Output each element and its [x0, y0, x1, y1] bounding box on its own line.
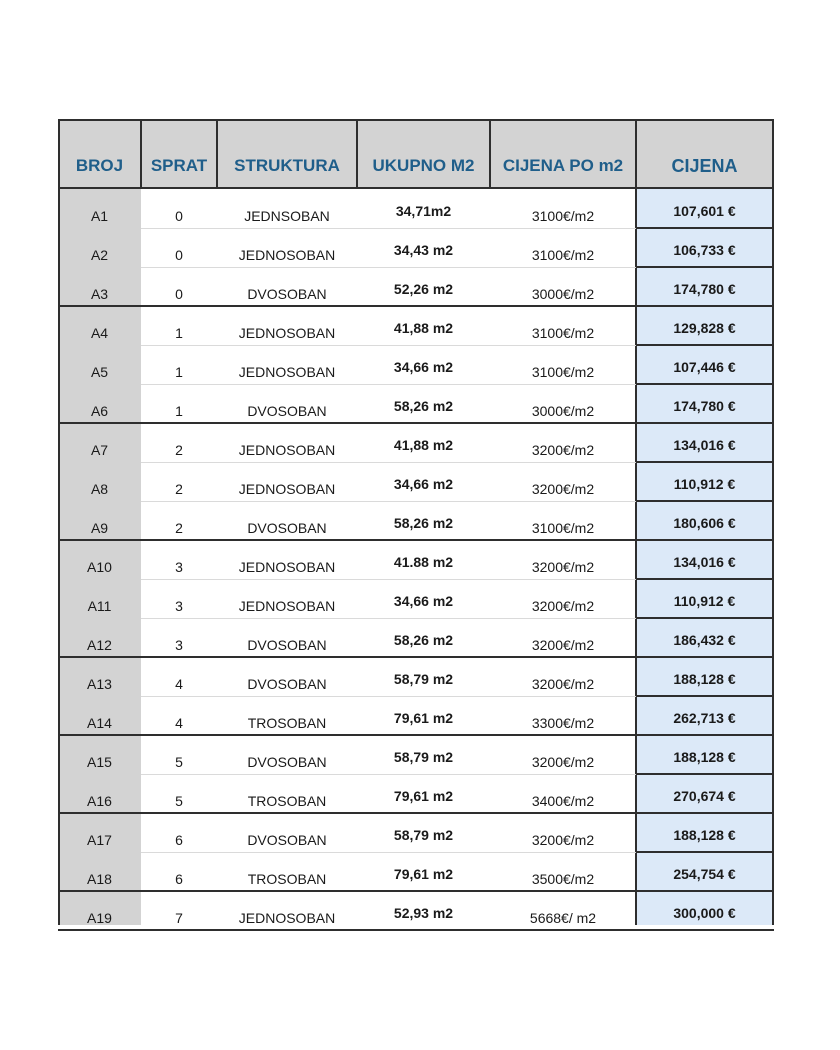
cell-ukupno-m2: 79,61 m2	[393, 710, 454, 726]
cell-cijena-po-m2: 3300€/m2	[531, 715, 595, 731]
header-divider-5	[489, 119, 491, 189]
cell-struktura: JEDNOSOBAN	[238, 325, 336, 341]
cell-ukupno-m2: 34,71m2	[395, 203, 452, 219]
cell-broj: A13	[87, 676, 112, 692]
cell-cijena: 254,754 €	[673, 866, 736, 882]
cell-broj: A2	[90, 247, 109, 263]
header-cijena: CIJENA	[671, 156, 738, 176]
cell-cijena: 107,601 €	[673, 203, 736, 219]
cell-cijena: 107,446 €	[673, 359, 736, 375]
cell-cijena-po-m2: 3200€/m2	[531, 559, 595, 575]
cell-struktura: JEDNOSOBAN	[238, 442, 336, 458]
cell-cijena: 188,128 €	[673, 749, 736, 765]
cell-sprat: 1	[175, 325, 183, 341]
cell-cijena: 110,912 €	[673, 593, 736, 609]
cell-sprat: 0	[175, 247, 183, 263]
cell-sprat: 2	[175, 481, 183, 497]
table-row	[58, 618, 774, 657]
table-row	[58, 891, 774, 930]
cell-ukupno-m2: 58,26 m2	[393, 398, 454, 414]
header-struktura: STRUKTURA	[234, 156, 340, 175]
cell-cijena-po-m2: 3200€/m2	[531, 442, 595, 458]
table-row	[58, 735, 774, 774]
cell-cijena: 262,713 €	[673, 710, 736, 726]
cell-sprat: 3	[175, 559, 183, 575]
cell-broj: A8	[90, 481, 109, 497]
cell-struktura: JEDNOSOBAN	[238, 910, 336, 926]
cell-cijena-po-m2: 3100€/m2	[531, 247, 595, 263]
table-header-row	[58, 119, 774, 189]
cell-ukupno-m2: 79,61 m2	[393, 866, 454, 882]
cell-sprat: 2	[175, 520, 183, 536]
cell-sprat: 4	[175, 676, 183, 692]
cell-struktura: JEDNSOBAN	[244, 208, 330, 224]
table-row	[58, 540, 774, 579]
table-row	[58, 813, 774, 852]
table-row	[58, 657, 774, 696]
cell-ukupno-m2: 58,79 m2	[393, 827, 454, 843]
cell-cijena-po-m2: 3100€/m2	[531, 520, 595, 536]
cell-cijena-po-m2: 3100€/m2	[531, 364, 595, 380]
cell-cijena: 106,733 €	[673, 242, 736, 258]
cell-cijena-po-m2: 5668€/ m2	[529, 910, 597, 926]
cell-broj: A19	[87, 910, 112, 926]
cell-cijena-po-m2: 3200€/m2	[531, 754, 595, 770]
cell-broj: A16	[87, 793, 112, 809]
cell-struktura: TROSOBAN	[247, 793, 327, 809]
header-cijena-po-m2: CIJENA PO m2	[502, 156, 624, 175]
table-body	[58, 189, 774, 930]
apartment-price-table	[58, 119, 774, 925]
table-row	[58, 501, 774, 540]
cell-sprat: 7	[175, 910, 183, 926]
table-row	[58, 423, 774, 462]
cell-sprat: 2	[175, 442, 183, 458]
cell-ukupno-m2: 79,61 m2	[393, 788, 454, 804]
cell-cijena-po-m2: 3200€/m2	[531, 481, 595, 497]
cell-sprat: 3	[175, 637, 183, 653]
table-row	[58, 384, 774, 423]
cell-struktura: DVOSOBAN	[247, 637, 327, 653]
table-row	[58, 267, 774, 306]
cell-cijena-po-m2: 3400€/m2	[531, 793, 595, 809]
table-top-border	[58, 119, 774, 121]
header-sprat: SPRAT	[150, 156, 208, 175]
cell-ukupno-m2: 41,88 m2	[393, 437, 454, 453]
table-row	[58, 306, 774, 345]
floor-group-divider	[58, 929, 774, 931]
cell-cijena-po-m2: 3100€/m2	[531, 208, 595, 224]
cell-sprat: 1	[175, 403, 183, 419]
cell-struktura: JEDNOSOBAN	[238, 598, 336, 614]
cell-cijena-po-m2: 3500€/m2	[531, 871, 595, 887]
cell-sprat: 5	[175, 754, 183, 770]
cell-struktura: JEDNOSOBAN	[238, 481, 336, 497]
cell-ukupno-m2: 34,43 m2	[393, 242, 454, 258]
cell-sprat: 0	[175, 286, 183, 302]
cell-ukupno-m2: 41.88 m2	[393, 554, 454, 570]
cell-sprat: 1	[175, 364, 183, 380]
cell-struktura: JEDNOSOBAN	[238, 364, 336, 380]
cell-cijena: 174,780 €	[673, 281, 736, 297]
table-row	[58, 189, 774, 228]
cell-ukupno-m2: 41,88 m2	[393, 320, 454, 336]
cell-broj: A3	[90, 286, 109, 302]
cell-sprat: 4	[175, 715, 183, 731]
table-row	[58, 228, 774, 267]
cell-ukupno-m2: 58,26 m2	[393, 515, 454, 531]
cell-cijena-po-m2: 3000€/m2	[531, 403, 595, 419]
cell-cijena: 188,128 €	[673, 827, 736, 843]
cell-struktura: DVOSOBAN	[247, 754, 327, 770]
cell-cijena: 134,016 €	[673, 437, 736, 453]
cell-cijena-po-m2: 3200€/m2	[531, 598, 595, 614]
cell-cijena: 174,780 €	[673, 398, 736, 414]
cell-broj: A15	[87, 754, 112, 770]
cell-broj: A9	[90, 520, 109, 536]
cell-cijena: 270,674 €	[673, 788, 736, 804]
table-row	[58, 774, 774, 813]
cell-broj: A7	[90, 442, 109, 458]
cell-struktura: DVOSOBAN	[247, 520, 327, 536]
table-row	[58, 696, 774, 735]
cell-struktura: DVOSOBAN	[247, 403, 327, 419]
cell-sprat: 0	[175, 208, 183, 224]
cell-ukupno-m2: 58,79 m2	[393, 671, 454, 687]
table-row	[58, 345, 774, 384]
cell-ukupno-m2: 34,66 m2	[393, 593, 454, 609]
cell-broj: A11	[87, 598, 112, 614]
cell-ukupno-m2: 52,26 m2	[393, 281, 454, 297]
cell-cijena-po-m2: 3100€/m2	[531, 325, 595, 341]
cell-broj: A12	[87, 637, 112, 653]
cell-struktura: JEDNOSOBAN	[238, 559, 336, 575]
cell-cijena: 180,606 €	[673, 515, 736, 531]
header-broj: BROJ	[75, 156, 124, 175]
cell-cijena-po-m2: 3000€/m2	[531, 286, 595, 302]
cell-struktura: TROSOBAN	[247, 715, 327, 731]
cell-cijena-po-m2: 3200€/m2	[531, 637, 595, 653]
cell-cijena: 110,912 €	[673, 476, 736, 492]
header-divider-3	[216, 119, 218, 189]
cell-broj: A6	[90, 403, 109, 419]
header-ukupno-m2: UKUPNO M2	[372, 156, 475, 175]
cell-sprat: 5	[175, 793, 183, 809]
table-row	[58, 462, 774, 501]
cell-sprat: 3	[175, 598, 183, 614]
cell-struktura: DVOSOBAN	[247, 676, 327, 692]
cell-broj: A14	[87, 715, 112, 731]
cell-ukupno-m2: 34,66 m2	[393, 476, 454, 492]
cell-broj: A1	[90, 208, 109, 224]
cell-cijena: 129,828 €	[673, 320, 736, 336]
header-divider-2	[140, 119, 142, 189]
cell-cijena-po-m2: 3200€/m2	[531, 676, 595, 692]
cell-cijena: 188,128 €	[673, 671, 736, 687]
cell-struktura: JEDNOSOBAN	[238, 247, 336, 263]
table-row	[58, 852, 774, 891]
cell-cijena-po-m2: 3200€/m2	[531, 832, 595, 848]
cell-struktura: TROSOBAN	[247, 871, 327, 887]
cell-cijena: 134,016 €	[673, 554, 736, 570]
cell-broj: A5	[90, 364, 109, 380]
cell-struktura: DVOSOBAN	[247, 286, 327, 302]
cell-ukupno-m2: 58,26 m2	[393, 632, 454, 648]
cell-sprat: 6	[175, 871, 183, 887]
cell-broj: A18	[87, 871, 112, 887]
cell-ukupno-m2: 52,93 m2	[393, 905, 454, 921]
cell-broj: A4	[90, 325, 109, 341]
cell-struktura: DVOSOBAN	[247, 832, 327, 848]
cell-broj: A10	[87, 559, 112, 575]
cell-broj: A17	[87, 832, 112, 848]
cell-cijena: 300,000 €	[673, 905, 736, 921]
table-row	[58, 579, 774, 618]
cell-sprat: 6	[175, 832, 183, 848]
cell-cijena: 186,432 €	[673, 632, 736, 648]
cell-ukupno-m2: 34,66 m2	[393, 359, 454, 375]
cell-ukupno-m2: 58,79 m2	[393, 749, 454, 765]
header-divider-4	[356, 119, 358, 189]
